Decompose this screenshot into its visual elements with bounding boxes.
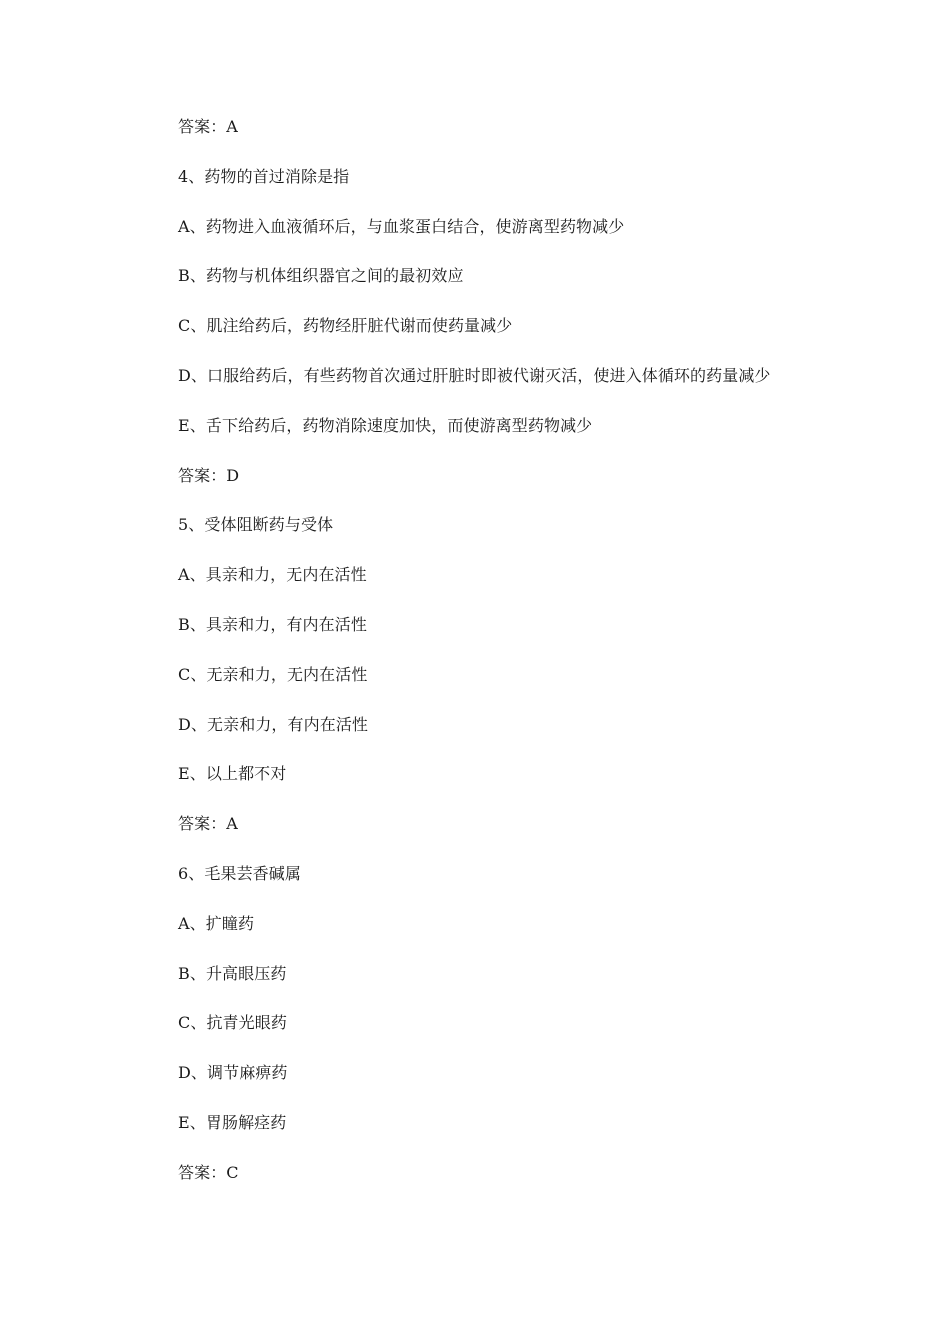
option-line: A、药物进入血液循环后，与血浆蛋白结合，使游离型药物减少 xyxy=(178,216,625,236)
option-line: D、无亲和力，有内在活性 xyxy=(178,714,369,734)
answer-line: 答案：D xyxy=(178,465,240,485)
question-6: 6、毛果芸香碱属 xyxy=(178,863,301,883)
option-line: E、胃肠解痉药 xyxy=(178,1112,287,1132)
answer-line: 答案：A xyxy=(178,117,238,136)
option-line: A、具亲和力，无内在活性 xyxy=(178,565,367,585)
answer-line: 答案：A xyxy=(178,814,238,834)
option-line: E、舌下给药后，药物消除速度加快，而使游离型药物减少 xyxy=(178,415,593,435)
question-5: 5、受体阻断药与受体 xyxy=(178,515,334,535)
option-line: C、肌注给药后，药物经肝脏代谢而使药量减少 xyxy=(178,316,513,336)
option-line: D、调节麻痹药 xyxy=(178,1063,288,1083)
option-line: A、扩瞳药 xyxy=(178,913,255,933)
answer-line: 答案：C xyxy=(178,1162,239,1182)
option-line: E、以上都不对 xyxy=(178,764,287,784)
question-4: 4、药物的首过消除是指 xyxy=(178,166,350,186)
option-line: C、抗青光眼药 xyxy=(178,1013,287,1033)
option-line: B、升高眼压药 xyxy=(178,963,287,983)
document-body xyxy=(178,113,878,1209)
option-line: D、口服给药后，有些药物首次通过肝脏时即被代谢灭活，使进入体循环的药量减少 xyxy=(178,365,771,385)
option-line: C、无亲和力，无内在活性 xyxy=(178,664,368,684)
option-line: B、药物与机体组织器官之间的最初效应 xyxy=(178,266,464,286)
option-line: B、具亲和力，有内在活性 xyxy=(178,614,367,634)
